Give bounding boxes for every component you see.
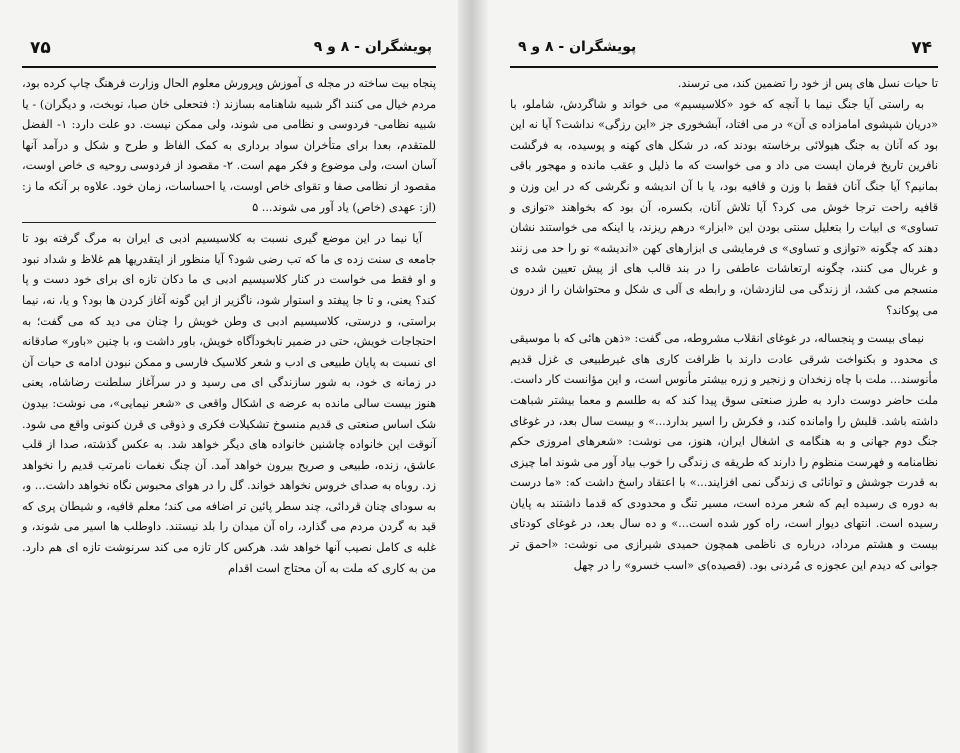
left-note-paragraph: پنجاه بیت ساخته در مجله ی آموزش وپرورش معلوم الحال وزارت فرهنگ چاپ کرده بود، مردم خیال می کنند اگر شبیه شاهنامه بسازند (: فتحعلی خان صبا، نوبخت، و دیگران) - یا شبیه نظامی- فردوسی و نظامی می شوند، ولی ممکن نیست. دو علت دارد: ۱- الفضل للمتقدم، بعدا برای متأخران سواد برداری به کمک الفاظ و طرح و شکل و درآمد آنها آسان است، ولی موضوع و فکر مهم است. ۲- مقصود از فردوسی روحیه ی خاص اوست، مقصود از نظامی صفا و تقوای خاص اوست، یا احساسات، زمان خود. علاوه بر آنکه ما ز: (از: عهدی (خاص) یاد آور می شوند... ۵ xyxy=(22,77,436,214)
right-paragraph-2: به راستی آیا جنگ نیما با آنچه که خود «کلاسیسیم» می خواند و شاگردش، شاملو، با «دریان شپشوی امامزاده ی آن» در می افتاد، آبشخوری جز «این رزگی» نداشت؟ آیا نه این بود که آنان به جنگ هیولائی برخاسته بودند که، در شکل های کهنه و پوسیده، به فرگشت نافرین تاریخ فرمان ایست می داد و می خواست که ما ذلیل و عقب مانده و مهجور باقی بمانیم؟ آیا جنگ آنان فقط با وزن و قافیه بود، یا با آن اندیشه و نگرشی که در این وزن و قافیه راحت ترجا خوش می کرد؟ آیا تلاش آنان، بکسره، آن بود که بخواهند «توازی و تساوی» ی ابیات را بتعلیل سنتی بودن این «ابزار» درهم ریزند، یا اینکه می خواستند نشان دهند که چگونه «توازی و تساوی» ی فرمایشی ی ابزارهای کهن «اندیشه» نو را حد می زنند و غربال می کنند، چگونه ارتعاشات عاطفی را در بند قالب های از پیش تعیین شده ی منسجم می کشد، از زندگی می لنازدشان، و رابطه ی آلی ی شکل و محتواشان را از درون می پوکاند؟ xyxy=(510,97,938,317)
left-page-number: ۷۵ xyxy=(30,38,51,58)
left-page xyxy=(0,0,458,753)
right-page-number: ۷۴ xyxy=(911,38,932,58)
left-page-body xyxy=(22,74,436,733)
right-page-header xyxy=(510,38,938,68)
left-section-rule xyxy=(22,222,436,223)
right-page-body xyxy=(510,74,938,733)
right-paragraph-1: تا حیات نسل های پس از خود را تضمین کند، می ترسند. xyxy=(677,77,938,90)
right-page xyxy=(488,0,960,753)
left-running-title: پویشگران - ۸ و ۹ xyxy=(313,39,432,55)
left-page-header xyxy=(22,38,436,68)
right-paragraph-3: نیمای بیست و پنجساله، در غوغای انقلاب مشروطه، می گفت: «ذهن هائی که با موسیقی ی محدود و بکنواخت شرقی عادت دارند با ظرافت کاری های غیرطبیعی ی غزل قدیم مأنوسند... ملت با چاه زنخدان و زنجیر و زره بیشتر مأنوس است، و این مؤانست کار داست. ملت حاضر دوست دارد به طرز صنعتی سوق پیدا کند که به طلسم و معما بیشتر شباهت داشته باشد. قلبش را وامانده کند، و فکرش را اسیر بدارد...» و بیست سال بعد، در غوغای جنگ دوم جهانی و به هنگامه ی اشغال ایران، هنوز، می نوشت: «شعرهای امروزی حکم نظامنامه و فهرست منظوم را دارند که طریقه ی زندگی را خوب بیاد آور می شوند اما چیزی به قدرت جوشش و توانائی ی زندگی نمی افزایند...» با اعتقاد راسخ داشت که: «ما درست به دوره ی رسیده ایم که شعر مرده است، مسیر تنگ و محدودی که قدما داشتند به پایان رسیده است. انتهای دیوار است، راه کور شده است...» و ده سال بعد، در غوغای کودتای بیست و هشتم مرداد، درباره ی ناظمی همچون حمیدی شیرازی می نوشت: «احمق تر جوانی که دیدم این عجوزه ی مُردنی بود. (قصیده)ی «اسب خسرو» را در چهل xyxy=(509,332,938,572)
right-running-title: پویشگران - ۸ و ۹ xyxy=(518,39,637,55)
left-main-paragraph: آیا نیما در این موضع گیری نسبت به کلاسیسیم ادبی ی ایران به مرگ گرفته بود تا جامعه ی سنت زده ی ما که تب رضی شود؟ آیا منظور از ایتقدریها هم غلاظ و شداد نبود و او فقط می خواست در کنار کلاسیسیم ادبی ی ما دکان تازه ای برای خود دست و پا کند؟ یعنی، و تا جا پیفتد و استوار شود، ناگزیر از این گونه آغاز کردن ها بود؟ و یا، نه، نیما براستی، و درستی، کلاسیسیم ادبی ی وطن خویش را چنان می دید که می گفت؛ به احتجاجات خویش، حتی در ضمیر نابخودآگاه خویش، باور داشت و، با چنین «باور» صادقانه ای نسبت به پایان طبیعی ی ادب و شعر کلاسیک فارسی و ممکن نبودن ادامه ی حیات آن در زمانه ی خود، به شور سازندگی ای می رسید و در سرآغاز سلطنت رضاشاه، یعنی هنوز بیست سالی مانده به عرضه ی اشکال واقعی ی «شعر نیمایی»، می نوشت: بیدون شک اساس صنعتی ی قدیم منسوخ تشکیلات فکری و ذوقی ی قرن کنونی واقع می شود. آنوقت این خانواده چاشنین خانواده های دیگر خواهد شد. به عکس گذشته، صدا از قلب عاشق، زنده، طبیعی و صریح بیرون خواهد آمد. آن چنگ نغمات نامرتب قدیم را نخواهد زد. روباه به صدای خروس نخواهد خواند. گل را در هوای محبوس نگاه نخواهد داشت... و، به سودای چنان قردائی، چند سطر پائین تر اضافه می کند؛ معلم قافیه، و شیطان پری که قید به گردن مردم می گذارد، راه آن میدان را بلد نیستند. داوطلب ها اسیر می شوند، و غلبه ی کامل نصیب آنها خواهد شد. هرکس کار تازه می کند سرنوشت تازه ای هم دارد. من به کاری که ملت به آن محتاج است اقدام xyxy=(22,232,436,575)
book-gutter xyxy=(458,0,488,753)
